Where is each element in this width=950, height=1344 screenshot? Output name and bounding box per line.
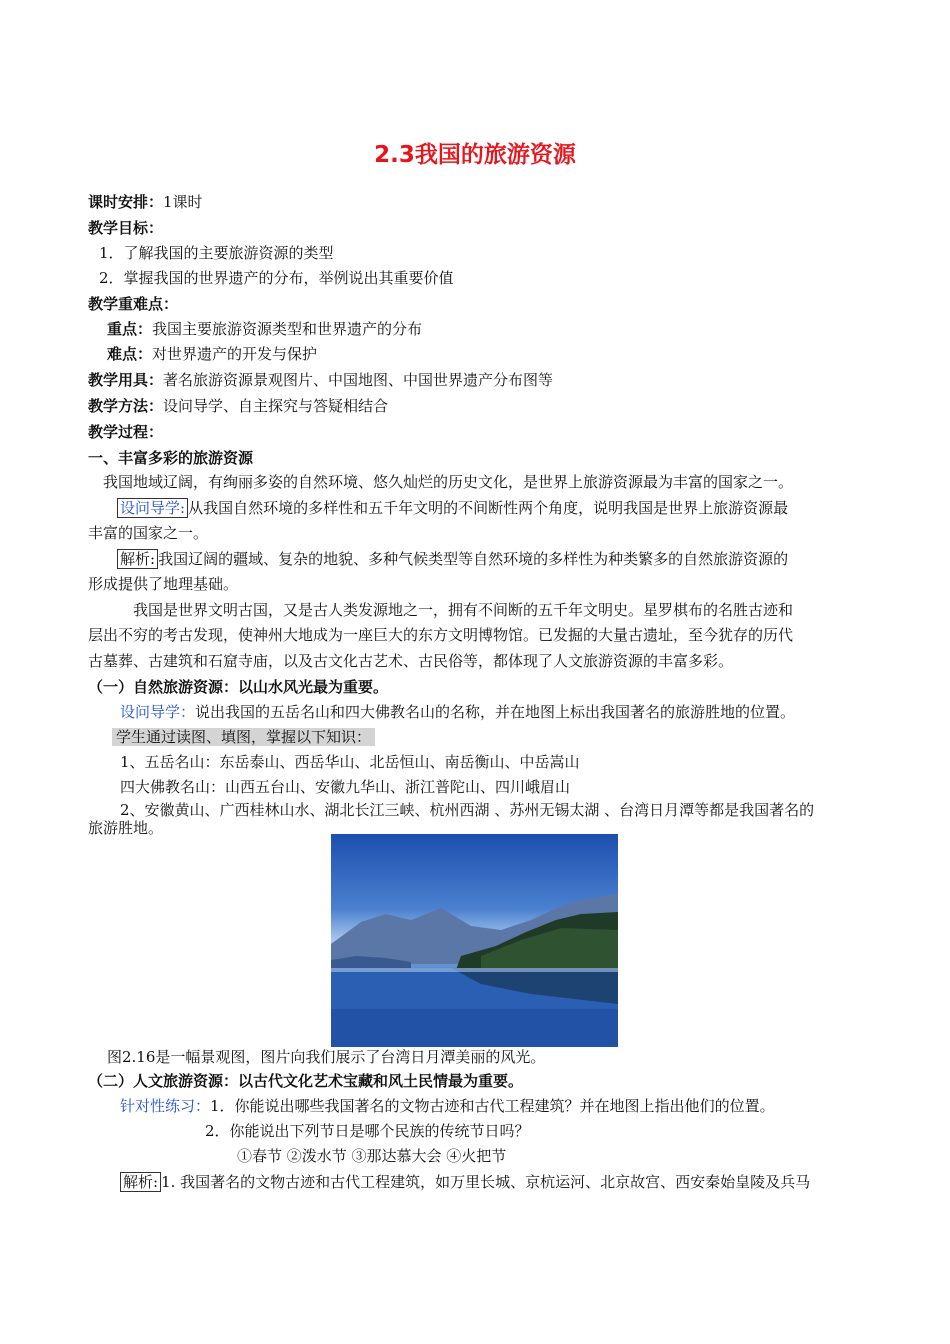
sun-moon-lake-photo (331, 834, 618, 1047)
difficulty-line (107, 344, 317, 364)
section1-paragraph-line2: 层出不穷的考古发现，使神州大地成为一座巨大的东方文明博物馆。已发掘的大量古遗址，至今犹存的历代 (88, 626, 794, 644)
objective-item-1: 1．了解我国的主要旅游资源的类型 (99, 244, 334, 262)
sub2-exercise-line1 (120, 1096, 775, 1116)
focus-label: 重点： (107, 320, 153, 338)
question-text: 从我国自然环境的多样性和五千年文明的不间断性两个角度，说明我国是世界上旅游资源最 (188, 499, 789, 517)
water-shimmer (331, 968, 618, 972)
sub2-answer-tag: 解析: (120, 1172, 161, 1192)
exercise-1-text: 1．你能说出哪些我国著名的文物古迹和古代工程建筑？并在地图上指出他们的位置。 (210, 1097, 775, 1115)
methods-label: 教学方法： (88, 397, 164, 415)
festival-list: ①春节 ②泼水节 ③那达慕大会 ④火把节 (237, 1147, 507, 1165)
sub1-shaded-text: 学生通过读图、填图，掌握以下知识： (112, 728, 375, 746)
focus-line (107, 319, 422, 339)
question-tag: 设问导学: (117, 498, 188, 518)
sub1-question-tag: 设问导学： (120, 703, 196, 721)
methods-line (88, 396, 388, 416)
key-points-label: 教学重难点： (88, 295, 179, 313)
difficulty-label: 难点： (107, 345, 153, 363)
section1-question-line1 (117, 498, 788, 518)
sub1-heading: （一）自然旅游资源：以山水风光最为重要。 (88, 678, 389, 696)
exercise-2-text: 2．你能说出下列节日是哪个民族的传统节日吗？ (205, 1122, 530, 1140)
sub1-item1b: 四大佛教名山：山西五台山、安徽九华山、浙江普陀山、四川峨眉山 (120, 778, 571, 796)
section1-answer-line2: 形成提供了地理基础。 (88, 575, 239, 593)
sub1-item1: 1、五岳名山：东岳泰山、西岳华山、北岳恒山、南岳衡山、中岳嵩山 (120, 753, 580, 771)
exercise-tag: 针对性练习： (120, 1097, 211, 1115)
sub2-answer-text: 1. 我国著名的文物古迹和古代工程建筑，如万里长城、京杭运河、北京故宫、西安秦始皇陵及兵马 (161, 1173, 811, 1191)
photo-caption: 图2.16是一幅景观图，图片向我们展示了台湾日月潭美丽的风光。 (107, 1048, 546, 1066)
schedule-value: 1课时 (163, 193, 203, 211)
difficulty-text: 对世界遗产的开发与保护 (152, 345, 318, 363)
page-title: 2.3我国的旅游资源 (374, 142, 576, 168)
answer-tag: 解析: (117, 549, 158, 569)
objectives-label: 教学目标： (88, 219, 164, 237)
tools-label: 教学用具： (88, 371, 164, 389)
section1-question-line2: 丰富的国家之一。 (88, 524, 209, 542)
methods-text: 设问导学、自主探究与答疑相结合 (163, 397, 389, 415)
answer-text: 我国辽阔的疆域、复杂的地貌、多种气候类型等自然环境的多样性为种类繁多的自然旅游资源的 (158, 550, 789, 568)
section1-paragraph-line3: 古墓葬、古建筑和石窟寺庙，以及古文化古艺术、古民俗等，都体现了人文旅游资源的丰富多彩。 (88, 652, 734, 670)
sub1-question-line (120, 702, 795, 722)
sub1-shaded-line (112, 727, 375, 747)
tools-line (88, 370, 553, 390)
lake-landscape-graphic (331, 834, 618, 1047)
section1-heading: 一、丰富多彩的旅游资源 (88, 449, 254, 467)
focus-text: 我国主要旅游资源类型和世界遗产的分布 (152, 320, 423, 338)
sub2-heading: （二）人文旅游资源：以古代文化艺术宝藏和风土民情最为重要。 (88, 1072, 524, 1090)
schedule-label: 课时安排： (88, 193, 164, 211)
water-foreground (331, 1009, 618, 1047)
schedule-line (88, 192, 203, 212)
sub1-item2-line1: 2、安徽黄山、广西桂林山水、湖北长江三峡、杭州西湖 、苏州无锡太湖 、台湾日月潭等都是我国著名的 (120, 801, 815, 819)
section1-answer-line1 (117, 549, 788, 569)
sub2-answer-line (120, 1172, 810, 1192)
section1-intro: 我国地域辽阔，有绚丽多姿的自然环境、悠久灿烂的历史文化，是世界上旅游资源最为丰富的国家之一。 (103, 473, 794, 491)
objective-item-2: 2．掌握我国的世界遗产的分布，举例说出其重要价值 (99, 269, 454, 287)
process-label: 教学过程： (88, 423, 164, 441)
sub1-item2-line2: 旅游胜地。 (88, 819, 164, 837)
tools-text: 著名旅游资源景观图片、中国地图、中国世界遗产分布图等 (163, 371, 554, 389)
section1-paragraph-line1: 我国是世界文明古国，又是古人类发源地之一，拥有不间断的五千年文明史。星罗棋布的名胜古迹和 (133, 601, 794, 619)
sub1-question-text: 说出我国的五岳名山和四大佛教名山的名称，并在地图上标出我国著名的旅游胜地的位置。 (195, 703, 796, 721)
